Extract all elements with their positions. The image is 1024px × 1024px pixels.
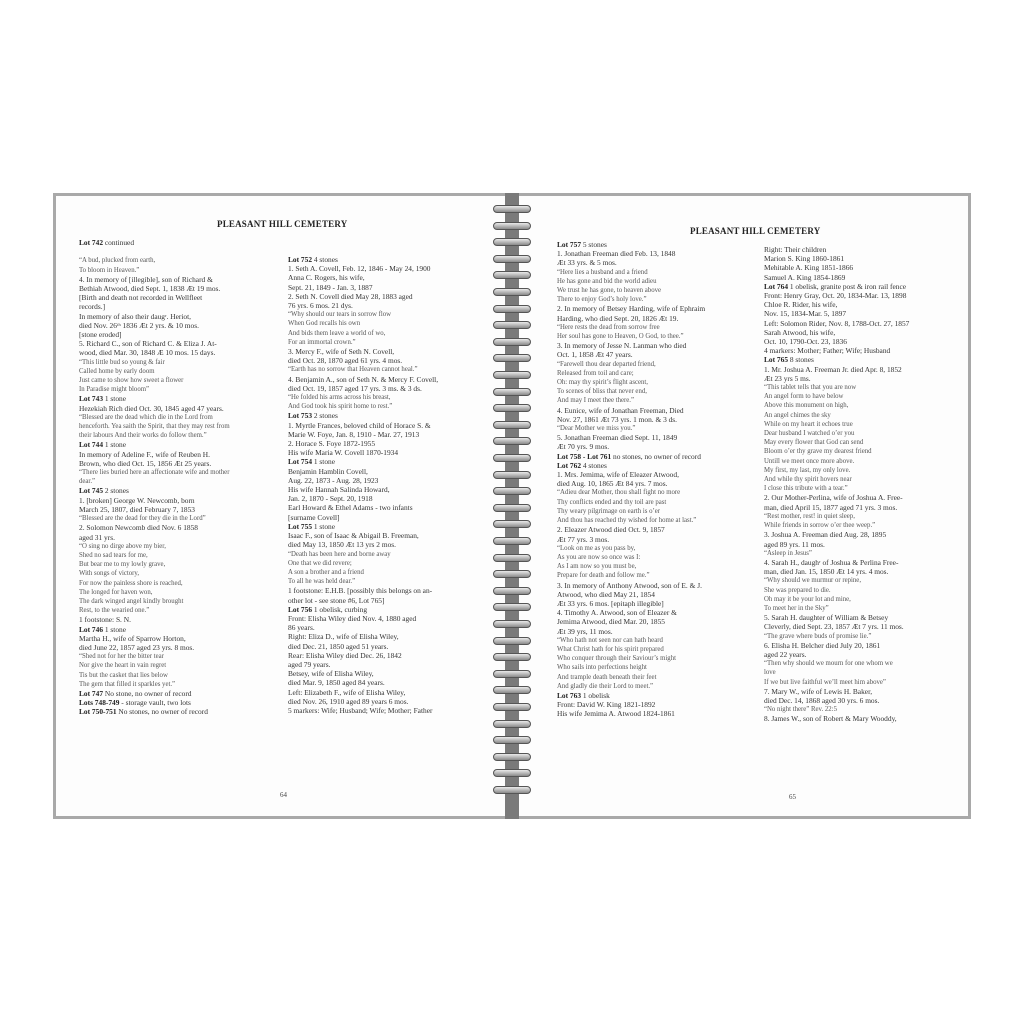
page-title: PLEASANT HILL CEMETERY <box>217 219 348 229</box>
text-line: Æt 33 yrs. & 5 mos. <box>557 258 617 268</box>
text-line: Nov. 27, 1861 Æt 73 yrs. 1 mon. & 3 ds. <box>557 414 678 424</box>
spiral-ring <box>487 504 537 512</box>
text-line: died Aug. 10, 1865 Æt 84 yrs. 7 mos. <box>557 479 668 489</box>
text-line: And trample death beneath their feet <box>557 673 657 681</box>
text-line: “O sing no dirge above my bier, <box>79 542 166 550</box>
spiral-ring <box>487 786 537 794</box>
text-line: “Asleep in Jesus” <box>764 549 812 557</box>
text-line: While on my heart it echoes true <box>764 420 853 428</box>
text-line: 1. Mrs. Jemima, wife of Eleazer Atwood, <box>557 470 679 480</box>
text-line: Samuel A. King 1854-1869 <box>764 272 846 282</box>
text-line: Oct. 1, 1858 Æt 47 years. <box>557 350 633 360</box>
text-line: Æt 70 yrs. 9 mos. <box>557 442 610 452</box>
left-page <box>56 196 505 816</box>
text-line: 1. Jonathan Freeman died Feb. 13, 1848 <box>557 249 676 259</box>
text-line: other lot - see stone #6, Lot 765] <box>288 595 385 605</box>
text-line: “Blessed are the dead for they die in the Lord” <box>79 515 206 523</box>
text-line: “Here rests the dead from sorrow free <box>557 323 660 331</box>
text-line: Cleverly, died Sept. 23, 1857 Æt 7 yrs. 11 mos. <box>764 622 904 632</box>
text-line: In Paradise might bloom” <box>79 386 150 394</box>
spiral-ring <box>487 487 537 495</box>
text-line: 5. Richard C., son of Richard C. & Eliza J. At- <box>79 339 217 349</box>
spiral-ring <box>487 338 537 346</box>
spiral-ring <box>487 603 537 611</box>
text-line: Harding, who died Sept. 20, 1826 Æt 19. <box>557 313 679 323</box>
lot-heading: Lot 754 1 stone <box>288 457 336 467</box>
page-title: PLEASANT HILL CEMETERY <box>690 226 821 236</box>
spiral-ring <box>487 736 537 744</box>
text-line: Aug. 22, 1873 - Aug. 28, 1923 <box>288 475 379 485</box>
text-line: died Oct. 19, 1857 aged 17 yrs. 3 ms. & 3 ds. <box>288 383 422 393</box>
lot-heading: Lot 763 1 obelisk <box>557 690 610 700</box>
spiral-ring <box>487 670 537 678</box>
text-line: died June 22, 1857 aged 23 yrs. 8 mos. <box>79 642 195 652</box>
text-line: Released from toil and care; <box>557 369 634 377</box>
page-number: 65 <box>789 793 796 801</box>
lot-heading: Lot 744 1 stone <box>79 440 127 450</box>
lot-heading: Lots 748-749 - storage vault, two lots <box>79 698 191 708</box>
text-line: Untill we meet once more above. <box>764 457 855 465</box>
text-line: Marie W. Foye, Jan. 8, 1910 - Mar. 27, 1913 <box>288 429 420 439</box>
text-line: Jan. 2, 1870 - Sept. 20, 1918 <box>288 494 373 504</box>
text-line: A son a brother and a friend <box>288 568 364 576</box>
page-number: 64 <box>280 791 287 799</box>
text-line: Thy conflicts ended and thy toil are past <box>557 498 667 506</box>
text-line: Marion S. King 1860-1861 <box>764 254 845 264</box>
text-line: 6. Elisha H. Belcher died July 20, 1861 <box>764 640 881 650</box>
text-line: Left: Elizabeth F., wife of Elisha Wiley, <box>288 687 406 697</box>
text-line: 1 footstone: E.H.B. [possibly this belongs on an- <box>288 586 433 596</box>
text-line: An angel chimes the sky <box>764 411 831 419</box>
text-line: The gem that filled it sparkles yet.” <box>79 680 176 688</box>
text-line: My first, my last, my only love. <box>764 466 851 474</box>
text-line: records.] <box>79 302 106 312</box>
text-line: Nor give the heart in vain regret <box>79 662 167 670</box>
text-line: [Birth and death not recorded in Wellfleet <box>79 293 203 303</box>
spiral-ring <box>487 288 537 296</box>
spiral-ring <box>487 222 537 230</box>
text-line: As I am now so you must be, <box>557 563 637 571</box>
text-line: “Who hath not seen nor can hath heard <box>557 636 663 644</box>
lot-heading: Lot 747 No stone, no owner of record <box>79 688 192 698</box>
lot-heading: Lot 756 1 obelisk, curbing <box>288 604 368 614</box>
text-line: 4. Eunice, wife of Jonathan Freeman, Died <box>557 405 684 415</box>
text-line: We trust he has gone, to heaven above <box>557 287 662 295</box>
text-line: 4. Timothy A. Atwood, son of Eleazer & <box>557 608 677 618</box>
text-line: 3. In memory of Anthony Atwood, son of E. & J. <box>557 580 702 590</box>
text-line: [surname Covell] <box>288 512 340 522</box>
text-line: aged 89 yrs. 11 mos. <box>764 539 825 549</box>
text-line: Sept. 21, 1849 - Jan. 3, 1887 <box>288 282 373 292</box>
text-line: Chloe R. Rider, his wife, <box>764 300 838 310</box>
text-line: 2. Seth N. Covell died May 28, 1883 aged <box>288 291 413 301</box>
text-line: Oct. 10, 1790-Oct. 23, 1836 <box>764 337 847 347</box>
lot-heading: Lot 755 1 stone <box>288 521 336 531</box>
text-line: 2. Our Mother-Perlina, wife of Joshua A. Free- <box>764 493 903 503</box>
text-line: 86 years. <box>288 623 315 633</box>
text-line: Mehitable A. King 1851-1866 <box>764 263 854 273</box>
text-line: Martha H., wife of Sparrow Horton, <box>79 633 186 643</box>
text-line: “Then why should we mourn for one whom we <box>764 660 893 668</box>
text-line: For an immortal crown.” <box>288 338 356 346</box>
text-line: But bear me to my lowly grave, <box>79 561 166 569</box>
left-column-1 <box>79 238 284 717</box>
text-line: Nov. 15, 1834-Mar. 5, 1897 <box>764 309 847 319</box>
text-line: 76 yrs. 6 mos. 21 dys. <box>288 301 353 311</box>
lot-heading: Lot 765 8 stones <box>764 355 814 365</box>
text-line: dear.” <box>79 478 96 486</box>
spiral-ring <box>487 720 537 728</box>
text-line: Anna C. Rogers, his wife, <box>288 273 365 283</box>
text-line: As you are now so once was I: <box>557 553 641 561</box>
text-line: 4 markers: Mother; Father; Wife; Husband <box>764 346 891 356</box>
text-line: To scenes of bliss that never end, <box>557 388 647 396</box>
text-line: died May 13, 1850 Æt 13 yrs 2 mos. <box>288 540 396 550</box>
text-line: While friends in sorrow o’er thee weep.” <box>764 522 876 530</box>
spiral-ring <box>487 305 537 313</box>
text-line: aged 79 years. <box>288 659 331 669</box>
text-line: “No night there” Rev. 22:5 <box>764 706 837 714</box>
text-line: 5. Jonathan Freeman died Sept. 11, 1849 <box>557 433 678 443</box>
text-line: “Adieu dear Mother, thou shall fight no more <box>557 489 681 497</box>
text-line: What Christ hath for his spirit prepared <box>557 645 664 653</box>
right-page <box>519 196 968 816</box>
text-line: Tis but the casket that lies below <box>79 671 168 679</box>
text-line: Front: Elisha Wiley died Nov. 4, 1880 aged <box>288 613 417 623</box>
spiral-ring <box>487 686 537 694</box>
text-line: Front: Henry Gray, Oct. 20, 1834-Mar. 13, 1898 <box>764 291 907 301</box>
spiral-ring <box>487 753 537 761</box>
text-line: Bloom o’er thy grave my dearest friend <box>764 448 872 456</box>
text-line: 4. Benjamin A., son of Seth N. & Mercy F. Covell, <box>288 374 439 384</box>
text-line: Who sails into perfections height <box>557 664 647 672</box>
text-line: Jemima Atwood, died Mar. 20, 1855 <box>557 617 665 627</box>
lot-heading: Lot 743 1 stone <box>79 394 127 404</box>
text-line: When God recalls his own <box>288 320 361 328</box>
lot-heading: Lot 750-751 No stones, no owner of record <box>79 707 208 717</box>
spiral-ring <box>487 454 537 462</box>
text-line: With songs of victory, <box>79 570 140 578</box>
text-line: Oh: may thy spirit’s flight ascent, <box>557 379 648 387</box>
text-line: aged 22 years. <box>764 649 807 659</box>
text-line: His wife Hannah Salinda Howard, <box>288 485 390 495</box>
text-line: She was prepared to die. <box>764 586 831 594</box>
text-line: 1. Seth A. Covell, Feb. 12, 1846 - May 24, 1900 <box>288 264 431 274</box>
text-line: And God took his spirit home to rest.” <box>288 403 393 411</box>
text-line: 2. In memory of Betsey Harding, wife of Ephraim <box>557 304 706 314</box>
spiral-ring <box>487 404 537 412</box>
text-line: “This tablet tells that you are now <box>764 384 857 392</box>
spiral-ring <box>487 238 537 246</box>
lot-heading: Lot 757 5 stones <box>557 240 607 249</box>
text-line: “Farewell thou dear departed friend, <box>557 360 656 368</box>
text-line: 2. Eleazer Atwood died Oct. 9, 1857 <box>557 525 665 535</box>
text-line: “Rest mother, rest! in quiet sleep, <box>764 512 855 520</box>
spiral-ring <box>487 471 537 479</box>
text-line: Called home by early doom <box>79 367 155 375</box>
spiral-ring <box>487 520 537 528</box>
text-line: “There lies buried here an affectionate wife and mother <box>79 469 230 477</box>
lot-heading: Lot 752 4 stones <box>288 255 338 264</box>
spiral-ring <box>487 769 537 777</box>
text-line: “Earth has no sorrow that Heaven cannot heal.” <box>288 366 418 374</box>
text-line: One that we did revere; <box>288 559 352 567</box>
text-line: Hezekiah Rich died Oct. 30, 1845 aged 47 years. <box>79 403 224 413</box>
text-line: In memory of also their daugʳ. Heriot, <box>79 311 192 321</box>
text-line: henceforth. Yea saith the Spirit, that they may rest from <box>79 423 230 431</box>
text-line: Front: David W. King 1821-1892 <box>557 700 656 710</box>
text-line: “Why should we murmur or repine, <box>764 577 862 585</box>
text-line: And bids them leave a world of wo, <box>288 329 386 337</box>
text-line: Prepare for death and follow me.” <box>557 572 650 580</box>
text-line: their labours And their works do follow them.” <box>79 432 207 440</box>
text-line: Brown, who died Oct. 15, 1856 Æt 25 years. <box>79 458 212 468</box>
text-line: There to enjoy God’s holy love.” <box>557 296 647 304</box>
text-line: To meet her in the Sky” <box>764 604 829 612</box>
text-line: 1. Mr. Joshua A. Freeman Jr. died Apr. 8, 1852 <box>764 364 902 374</box>
text-line: wood, died Mar. 30, 1848 Æ 10 mos. 15 days. <box>79 348 216 358</box>
text-line: love <box>764 669 776 677</box>
text-line: In memory of Adeline F., wife of Reuben H. <box>79 449 210 459</box>
text-line: The dark winged angel kindly brought <box>79 597 184 605</box>
text-line: “Death has been here and borne away <box>288 550 391 558</box>
text-line: Betsey, wife of Elisha Wiley, <box>288 669 374 679</box>
spiral-ring <box>487 421 537 429</box>
text-line: 4. In memory of [illegible], son of Richard & <box>79 274 213 284</box>
spiral-ring <box>487 620 537 628</box>
text-line: “A bud, plucked from earth, <box>79 257 156 265</box>
text-line: died Nov. 26, 1910 aged 89 years 6 mos. <box>288 696 409 706</box>
text-line: 5. Sarah H. daughter of William & Betsey <box>764 613 889 623</box>
text-line <box>79 247 284 256</box>
text-line: 3. Joshua A. Freeman died Aug. 28, 1895 <box>764 530 887 540</box>
text-line: Left: Solomon Rider, Nov. 8, 1788-Oct. 27, 1857 <box>764 318 910 328</box>
text-line: “The grave where buds of promise lie.” <box>764 632 872 640</box>
text-line: Isaac F., son of Isaac & Abigail B. Freeman, <box>288 531 419 541</box>
spiral-ring <box>487 554 537 562</box>
text-line: Sarah Atwood, his wife, <box>764 327 836 337</box>
text-line: And while thy spirit hovers near <box>764 476 852 484</box>
text-line: 1. [broken] George W. Newcomb, born <box>79 495 195 505</box>
text-line: I close this tribute with a tear.” <box>764 485 848 493</box>
spiral-ring <box>487 388 537 396</box>
text-line: Earl Howard & Ethel Adams - two infants <box>288 503 413 513</box>
text-line: “Look on me as you pass by, <box>557 544 636 552</box>
spiral-ring <box>487 271 537 279</box>
text-line: He has gone and bid the world adieu <box>557 277 657 285</box>
text-line: “He folded his arms across his breast, <box>288 394 391 402</box>
text-line: His wife Maria W. Covell 1870-1934 <box>288 448 399 458</box>
right-column-2 <box>764 245 967 724</box>
text-line: Bethiah Atwood, died Sept. 1, 1838 Æt 19 mos. <box>79 284 221 294</box>
text-line: died Dec. 14, 1868 aged 30 yrs. 6 mos. <box>764 695 880 705</box>
text-line: died Nov. 26ᵗʰ 1836 Æt 2 yrs. & 10 mos. <box>79 320 199 330</box>
spiral-ring <box>487 703 537 711</box>
text-line: “Dear Mother we miss you.” <box>557 425 636 433</box>
text-line: Right: Their children <box>764 245 827 254</box>
text-line: 1 footstone: S. N. <box>79 615 131 625</box>
right-column-1 <box>557 240 767 719</box>
lot-heading: Lot 758 - Lot 761 no stones, no owner of record <box>557 451 701 461</box>
text-line: man, died April 15, 1877 aged 71 yrs. 3 mos. <box>764 502 898 512</box>
text-line: Rest, to the wearied one.” <box>79 607 150 615</box>
text-line: And may I meet thee there.” <box>557 397 634 405</box>
text-line: For now the painless shore is reached, <box>79 579 183 587</box>
text-line: man, died Jan. 15, 1850 Æt 14 yrs. 4 mos. <box>764 567 889 577</box>
spiral-ring <box>487 205 537 213</box>
text-line: To bloom in Heaven.” <box>79 266 140 274</box>
text-line: 2. Horace S. Foye 1872-1955 <box>288 439 376 449</box>
text-line: 1. Myrtle Frances, beloved child of Horace S. & <box>288 420 431 430</box>
text-line: Just came to show how sweet a flower <box>79 377 184 385</box>
text-line: Above this monument on high, <box>764 402 849 410</box>
text-line: “Why should our tears in sorrow flow <box>288 311 392 319</box>
text-line: Thy weary pilgrimage on earth is o’er <box>557 507 661 515</box>
lot-heading: Lot 746 1 stone <box>79 624 127 634</box>
lot-heading: Lot 742 continued <box>79 238 135 247</box>
text-line: Æt 77 yrs. 3 mos. <box>557 534 610 544</box>
spiral-ring <box>487 255 537 263</box>
spiral-ring <box>487 653 537 661</box>
text-line: 3. Mercy F., wife of Seth N. Covell, <box>288 347 395 357</box>
text-line: “Blessed are the dead which die in the Lord from <box>79 413 213 421</box>
text-line: If we but live faithful we’ll meet him above” <box>764 678 886 686</box>
lot-heading: Lot 753 2 stones <box>288 411 338 421</box>
text-line: May every flower that God can send <box>764 439 864 447</box>
lot-heading: Lot 745 2 stones <box>79 486 129 496</box>
spiral-ring <box>487 354 537 362</box>
text-line: aged 31 yrs. <box>79 532 115 542</box>
text-line: His wife Jemima A. Atwood 1824-1861 <box>557 709 675 719</box>
text-line: Atwood, who died May 21, 1854 <box>557 589 655 599</box>
spiral-ring <box>487 371 537 379</box>
spiral-ring <box>487 321 537 329</box>
text-line: 3. In memory of Jesse N. Lanman who died <box>557 341 687 351</box>
spiral-ring <box>487 537 537 545</box>
text-line: 7. Mary W., wife of Lewis H. Baker, <box>764 686 873 696</box>
text-line: And thou has reached thy wished for home at last.” <box>557 517 697 525</box>
text-line: Dear husband I watched o’er you <box>764 430 855 438</box>
spiral-ring <box>487 437 537 445</box>
spiral-ring <box>487 587 537 595</box>
text-line: Who conquer through their Saviour’s might <box>557 655 676 663</box>
text-line: “This little bud so young & fair <box>79 358 165 366</box>
text-line: Her soul has gone to Heaven, O God, to thee.” <box>557 333 684 341</box>
text-line: Æt 39 yrs, 11 mos. <box>557 626 613 636</box>
text-line: [stone eroded] <box>79 330 122 340</box>
text-line: Right: Eliza D., wife of Elisha Wiley, <box>288 632 399 642</box>
lot-heading: Lot 762 4 stones <box>557 460 607 470</box>
text-line: Shed no sad tears for me, <box>79 551 148 559</box>
text-line: 4. Sarah H., daughʳ of Joshua & Perlina Free- <box>764 557 899 567</box>
text-line: 5 markers: Wife; Husband; Wife; Mother; Father <box>288 705 433 715</box>
left-column-2 <box>288 255 500 715</box>
text-line: “Here lies a husband and a friend <box>557 268 648 276</box>
text-line: Benjamin Hamblin Covell, <box>288 466 368 476</box>
text-line: died Mar. 9, 1850 aged 84 years. <box>288 678 385 688</box>
text-line: died Dec. 21, 1850 aged 51 years. <box>288 641 389 651</box>
lot-heading: Lot 764 1 obelisk, granite post & iron rail fence <box>764 281 907 291</box>
text-line: An angel form to have below <box>764 393 844 401</box>
text-line: Oh may it be your lot and mine, <box>764 595 851 603</box>
spiral-binding <box>487 205 537 805</box>
text-line: Æt 23 yrs 5 ms. <box>764 373 811 383</box>
text-line: 2. Solomon Newcomb died Nov. 6 1858 <box>79 523 198 533</box>
text-line: “Shed not for her the bitter tear <box>79 653 164 661</box>
text-line: Æt 33 yrs. 6 mos. [epitaph illegible] <box>557 598 664 608</box>
text-line: To all he was held dear.” <box>288 578 356 586</box>
text-line: And gladly die their Lord to meet.” <box>557 682 654 690</box>
text-line: 8. James W., son of Robert & Mary Wooddy, <box>764 714 897 724</box>
text-line: March 25, 1807, died February 7, 1853 <box>79 504 195 514</box>
text-line: The longed for haven won, <box>79 588 153 596</box>
text-line: died Oct. 28, 1870 aged 61 yrs. 4 mos. <box>288 356 403 366</box>
spiral-ring <box>487 637 537 645</box>
text-line: Rear: Elisha Wiley died Dec. 26, 1842 <box>288 650 402 660</box>
spiral-ring <box>487 570 537 578</box>
